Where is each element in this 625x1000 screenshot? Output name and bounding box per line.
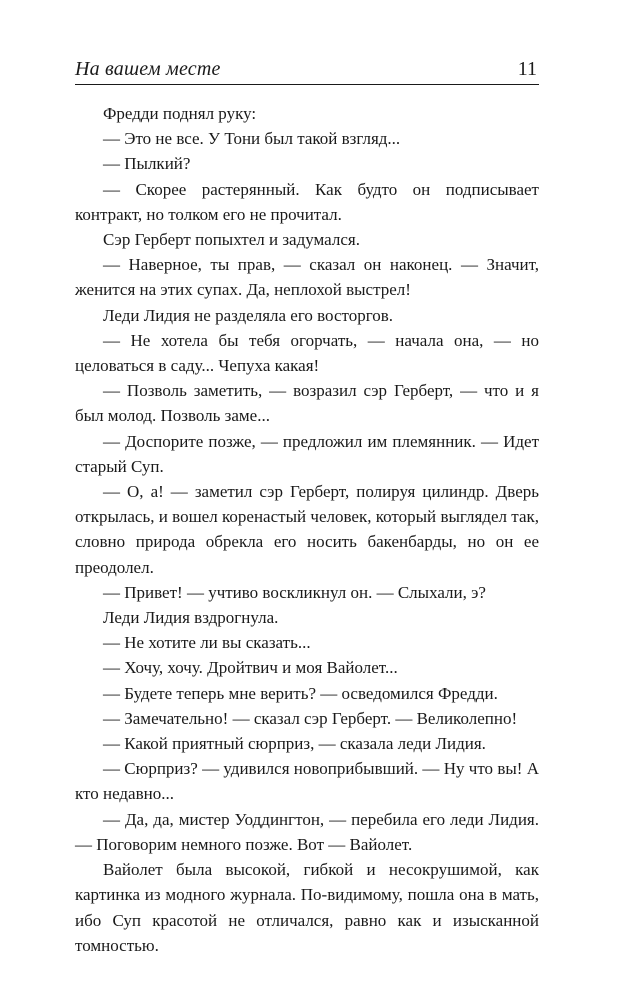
paragraph: — Замечательно! — сказал сэр Герберт. — Великолепно! (103, 708, 518, 728)
paragraph: — Доспорите позже, — предложил им племянник. — Идет старый Суп. (75, 431, 539, 476)
paragraph: — Наверное, ты прав, — сказал он наконец. — Значит, женится на этих супах. Да, неплохой выстрел! (75, 255, 539, 300)
book-page (75, 54, 539, 958)
paragraph: — Будете теперь мне верить? — осведомился Фредди. (103, 683, 498, 703)
running-header (75, 54, 539, 85)
body-text (75, 101, 539, 958)
paragraph: — Привет! — учтиво воскликнул он. — Слыхали, э? (103, 582, 486, 602)
paragraph: Леди Лидия вздрогнула. (103, 608, 279, 628)
paragraph: — Да, да, мистер Уоддингтон, — перебила его леди Лидия. — Поговорим немного позже. Вот — Вайолет. (75, 809, 539, 854)
paragraph: Сэр Герберт попыхтел и задумался. (103, 230, 360, 250)
running-title: На вашем месте (75, 58, 221, 80)
paragraph: — Сюрприз? — удивился новоприбывший. — Ну что вы! А кто недавно... (75, 759, 539, 804)
paragraph: — Скорее растерянный. Как будто он подписывает контракт, но толком его не прочитал. (75, 179, 539, 224)
paragraph: Леди Лидия не разделяла его восторгов. (103, 305, 394, 325)
paragraph: — Хочу, хочу. Дройтвич и моя Вайолет... (103, 658, 398, 678)
paragraph: — Не хотела бы тебя огорчать, — начала она, — но целоваться в саду... Чепуха какая! (75, 330, 539, 376)
page-number: 11 (517, 58, 537, 80)
paragraph: — Пылкий? (103, 154, 191, 174)
paragraph: — Это не все. У Тони был такой взгляд... (103, 129, 401, 149)
paragraph: — Не хотите ли вы сказать... (103, 633, 311, 653)
paragraph: — Какой приятный сюрприз, — сказала леди Лидия. (103, 734, 486, 754)
paragraph: Вайолет была высокой, гибкой и несокрушимой, как картинка из модного журнала. По-видимому, пошла она в мать, ибо Суп красотой не отличался, равно как и изысканной томностью. (75, 860, 539, 955)
paragraph: Фредди поднял руку: (103, 104, 257, 123)
paragraph: — Позволь заметить, — возразил сэр Герберт, — что и я был молод. Позволь заме... (75, 381, 539, 426)
paragraph: — О, а! — заметил сэр Герберт, полируя цилиндр. Дверь открылась, и вошел коренастый человек, который выглядел так, словно природа обрекла его носить бакенбарды, но он ее преодолел. (75, 482, 539, 577)
